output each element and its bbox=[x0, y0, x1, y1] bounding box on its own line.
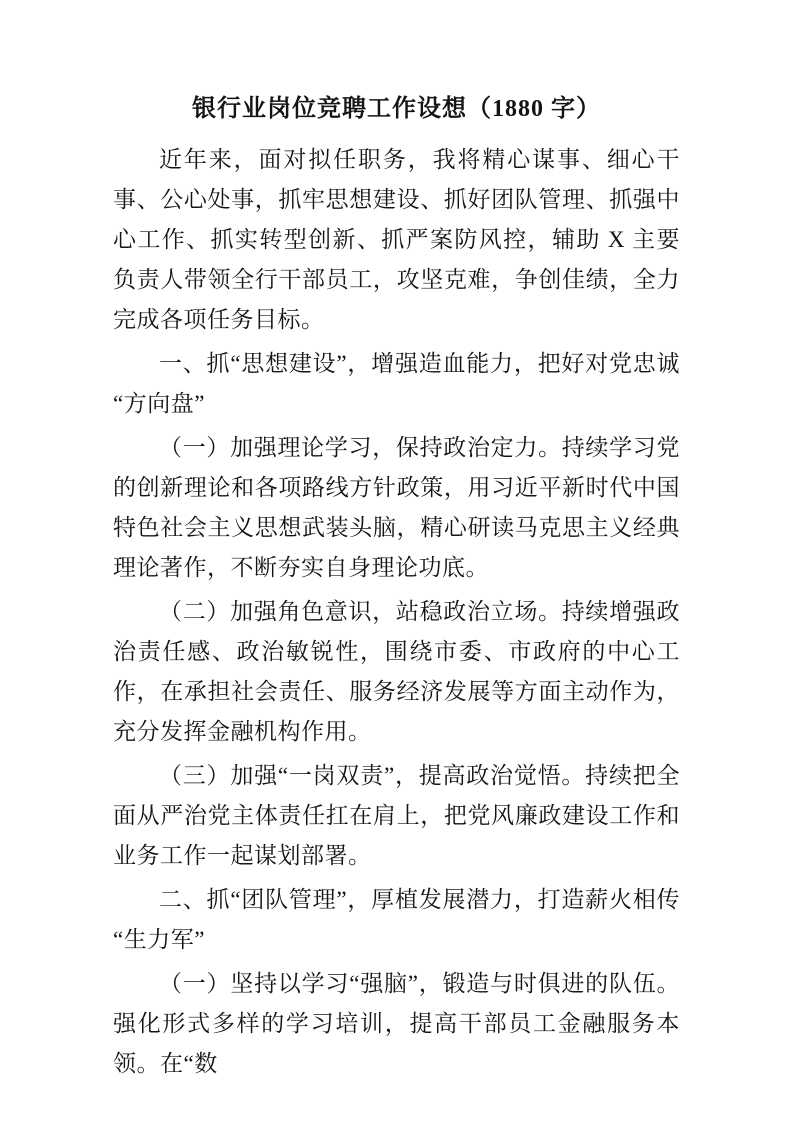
heading-section-2: 二、抓“团队管理”，厚植发展潜力，打造薪火相传“生力军” bbox=[113, 887, 680, 952]
paragraph-1-3: （三）加强“一岗双责”，提高政治觉悟。持续把全面从严治党主体责任扛在肩上，把党风廉政建设工作和业务工作一起谋划部署。 bbox=[113, 763, 680, 868]
document-body bbox=[113, 140, 680, 1084]
paragraph-1-1: （一）加强理论学习，保持政治定力。持续学习党的创新理论和各项路线方针政策，用习近平新时代中国特色社会主义思想武装头脑，精心研读马克思主义经典理论著作，不断夯实自身理论功底。 bbox=[113, 435, 680, 580]
paragraph-1-2: （二）加强角色意识，站稳政治立场。持续增强政治责任感、政治敏锐性，围绕市委、市政府的中心工作，在承担社会责任、服务经济发展等方面主动作为，充分发挥金融机构作用。 bbox=[113, 599, 680, 744]
document-title: 银行业岗位竞聘工作设想（1880 字） bbox=[192, 96, 601, 122]
paragraph-intro: 近年来，面对拟任职务，我将精心谋事、细心干事、公心处事，抓牢思想建设、抓好团队管理、抓强中心工作、抓实转型创新、抓严案防风控，辅助 X 主要负责人带领全行干部员工，攻坚克难，争创佳绩，全力完成各项任务目标。 bbox=[113, 147, 680, 332]
heading-section-1: 一、抓“思想建设”，增强造血能力，把好对党忠诚“方向盘” bbox=[113, 351, 680, 416]
paragraph-2-1: （一）坚持以学习“强脑”，锻造与时俱进的队伍。强化形式多样的学习培训，提高干部员工金融服务本领。在“数 bbox=[113, 971, 680, 1076]
